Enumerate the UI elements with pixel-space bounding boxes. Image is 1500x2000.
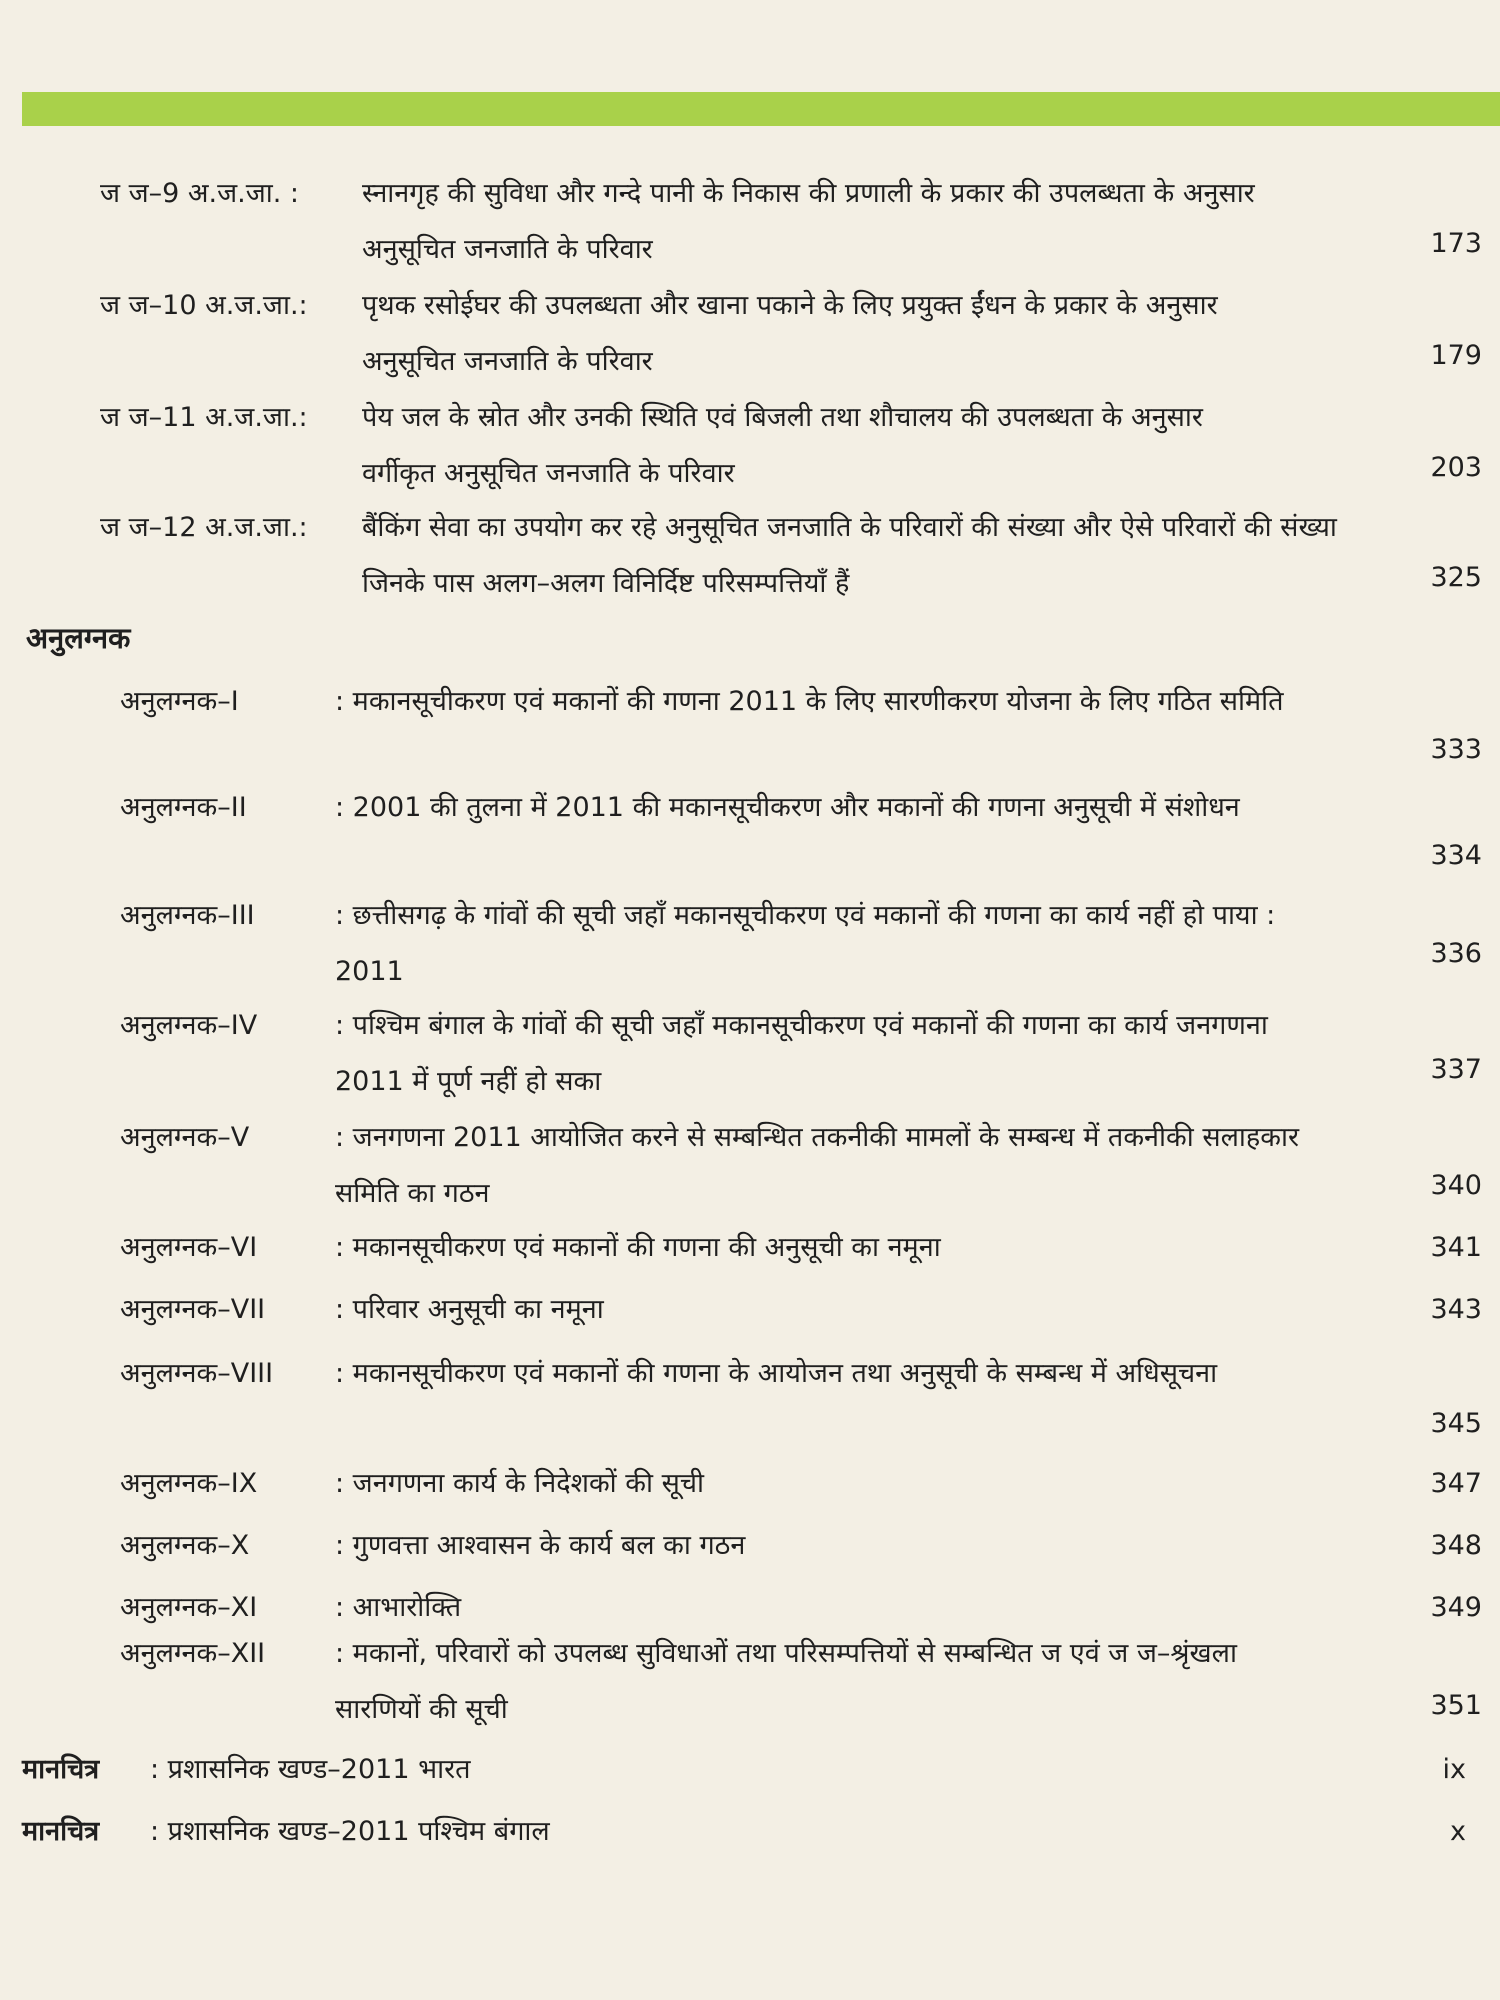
annex-code: अनुलग्नक–X [120,1530,250,1561]
annex-title: : मकानसूचीकरण एवं मकानों की गणना 2011 के लिए सारणीकरण योजना के लिए गठित समिति [335,686,1284,717]
annex-code: अनुलग्नक–VIII [120,1358,274,1389]
page-number: 179 [1430,340,1482,371]
annex-code: अनुलग्नक–II [120,792,247,823]
page-number: 337 [1430,1054,1482,1085]
page-number: 349 [1430,1592,1482,1623]
page-number: 325 [1430,562,1482,593]
annex-code: अनुलग्नक–VI [120,1232,258,1263]
annex-title: : परिवार अनुसूची का नमूना [335,1294,604,1325]
table-code: ज ज–10 अ.ज.जा.: [100,290,308,321]
page-number: 340 [1430,1170,1482,1201]
map-title: : प्रशासनिक खण्ड–2011 भारत [150,1754,471,1785]
page-number: 203 [1430,452,1482,483]
annex-code: अनुलग्नक–V [120,1122,250,1153]
table-code: ज ज–9 अ.ज.जा. : [100,178,300,209]
page-number: 345 [1430,1408,1482,1439]
annex-code: अनुलग्नक–III [120,900,255,931]
page-number: 334 [1430,840,1482,871]
page-number: ix [1442,1754,1466,1785]
table-code: ज ज–12 अ.ज.जा.: [100,512,308,543]
annex-title: : जनगणना 2011 आयोजित करने से सम्बन्धित तकनीकी मामलों के सम्बन्ध में तकनीकी सलाहकार समिति का गठन [335,1122,1300,1209]
annex-title: : जनगणना कार्य के निदेशकों की सूची [335,1468,704,1499]
table-title: पृथक रसोईघर की उपलब्धता और खाना पकाने के लिए प्रयुक्त ईंधन के प्रकार के अनुसार अनुसूचित जनजाति के परिवार [362,290,1218,377]
table-title: पेय जल के स्रोत और उनकी स्थिति एवं बिजली तथा शौचालय की उपलब्धता के अनुसार वर्गीकृत अनुसूचित जनजाति के परिवार [362,402,1203,489]
table-title: स्नानगृह की सुविधा और गन्दे पानी के निकास की प्रणाली के प्रकार की उपलब्धता के अनुसार अनुसूचित जनजाति के परिवार [362,178,1255,265]
annex-code: अनुलग्नक–XI [120,1592,258,1623]
map-title: : प्रशासनिक खण्ड–2011 पश्चिम बंगाल [150,1816,550,1847]
annex-title: : पश्चिम बंगाल के गांवों की सूची जहाँ मकानसूचीकरण एवं मकानों की गणना का कार्य जनगणना 2011 में पूर्ण नहीं हो सका [335,1010,1268,1097]
page-number: 347 [1430,1468,1482,1499]
page-number: 351 [1430,1690,1482,1721]
page-number: 348 [1430,1530,1482,1561]
annex-title: : मकानसूचीकरण एवं मकानों की गणना के आयोजन तथा अनुसूची के सम्बन्ध में अधिसूचना [335,1358,1218,1389]
page-number: 336 [1430,938,1482,969]
page-number: 343 [1430,1294,1482,1325]
annex-title: : मकानों, परिवारों को उपलब्ध सुविधाओं तथा परिसम्पत्तियों से सम्बन्धित ज एवं ज ज–श्रृंखला सारणियों की सूची [335,1638,1237,1725]
annex-code: अनुलग्नक–IV [120,1010,258,1041]
annex-code: अनुलग्नक–I [120,686,239,717]
page-number: 173 [1430,228,1482,259]
annex-title: : 2001 की तुलना में 2011 की मकानसूचीकरण और मकानों की गणना अनुसूची में संशोधन [335,792,1240,823]
annex-title: : छत्तीसगढ़ के गांवों की सूची जहाँ मकानसूचीकरण एवं मकानों की गणना का कार्य नहीं हो पाया : 2011 [335,900,1276,987]
annex-title: : मकानसूचीकरण एवं मकानों की गणना की अनुसूची का नमूना [335,1232,941,1263]
table-code: ज ज–11 अ.ज.जा.: [100,402,308,433]
annex-code: अनुलग्नक–VII [120,1294,266,1325]
annex-heading: अनुलग्नक [26,621,131,655]
page-number: 341 [1430,1232,1482,1263]
table-title: बैंकिंग सेवा का उपयोग कर रहे अनुसूचित जनजाति के परिवारों की संख्या और ऐसे परिवारों की संख्या जिनके पास अलग–अलग विनिर्दिष्ट परिसम्पत्तियाँ हैं [362,512,1337,599]
annex-code: अनुलग्नक–XII [120,1638,266,1669]
map-code: मानचित्र [22,1816,100,1847]
page-number: 333 [1430,734,1482,765]
annex-code: अनुलग्नक–IX [120,1468,258,1499]
page-number: x [1450,1816,1466,1847]
annex-title: : गुणवत्ता आश्वासन के कार्य बल का गठन [335,1530,746,1561]
map-code: मानचित्र [22,1754,100,1785]
annex-title: : आभारोक्ति [335,1592,462,1623]
